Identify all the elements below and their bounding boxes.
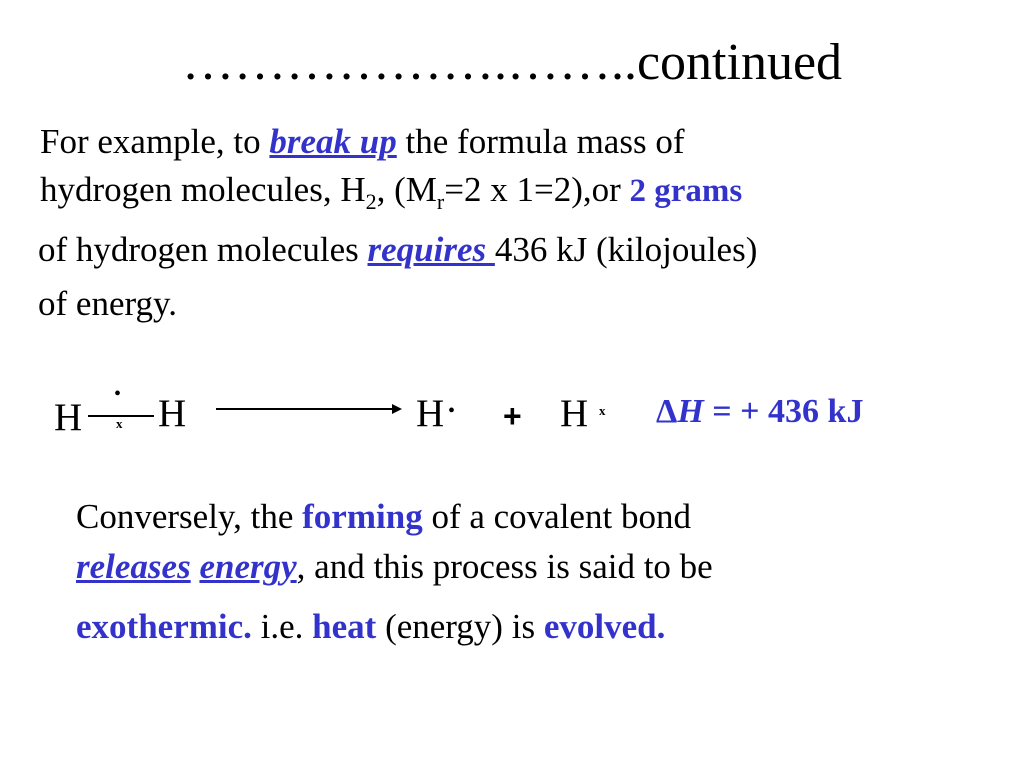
para1-line3 [38,230,757,270]
break-up-emphasis: break up [269,122,397,161]
plus-sign: + [503,398,522,434]
para2-text: Conversely, the [76,497,303,536]
para2-text: (energy) is [376,607,544,646]
hydrogen-atom-right: H [158,392,187,435]
para1-text: of hydrogen molecules [38,230,368,269]
para2-line2 [76,547,713,587]
para1-text: 436 kJ (kilojoules) [494,230,758,269]
hydrogen-atom-left: H [54,396,83,439]
hydrogen-radical-1: H [416,392,445,435]
subscript-r: r [436,189,445,214]
para1-line2 [40,170,743,214]
hydrogen-radical-2: H [560,392,589,435]
enthalpy-change [656,392,863,432]
exothermic-emphasis: exothermic. [76,607,252,646]
para1-text: the formula mass of [396,122,685,161]
enthalpy-value: = + 436 kJ [703,393,864,430]
para2-text: of a covalent bond [422,497,691,536]
subscript-2: 2 [365,189,377,214]
heat-emphasis: heat [312,607,377,646]
para2-text: , and this process is said to be [296,547,713,586]
electron-x: x [116,416,123,431]
slide-title: ……………….……..continued [181,34,843,91]
para2-line3 [76,607,665,647]
para2-line1 [76,497,691,537]
electron-dot: • [114,383,122,405]
para1-text: hydrogen molecules, H [40,170,366,209]
radical-x: x [599,403,606,418]
radical-dot: • [448,400,456,422]
requires-emphasis: requires [367,230,495,269]
evolved-emphasis: evolved. [543,607,666,646]
para2-text: i.e. [251,607,313,646]
forming-emphasis: forming [302,497,423,536]
reaction-arrow-icon [216,402,402,416]
energy-emphasis: energy [199,547,297,586]
para1-line4: of energy. [38,284,177,323]
delta-symbol: Δ [656,393,678,430]
para1-text: =2 x 1=2),or [444,170,630,209]
para1-line1 [40,122,685,162]
releases-emphasis: releases [76,547,191,586]
para1-text: For example, to [40,122,270,161]
two-grams-emphasis: 2 grams [629,173,743,209]
para1-text: , (M [376,170,437,209]
enthalpy-symbol: H [677,393,704,430]
